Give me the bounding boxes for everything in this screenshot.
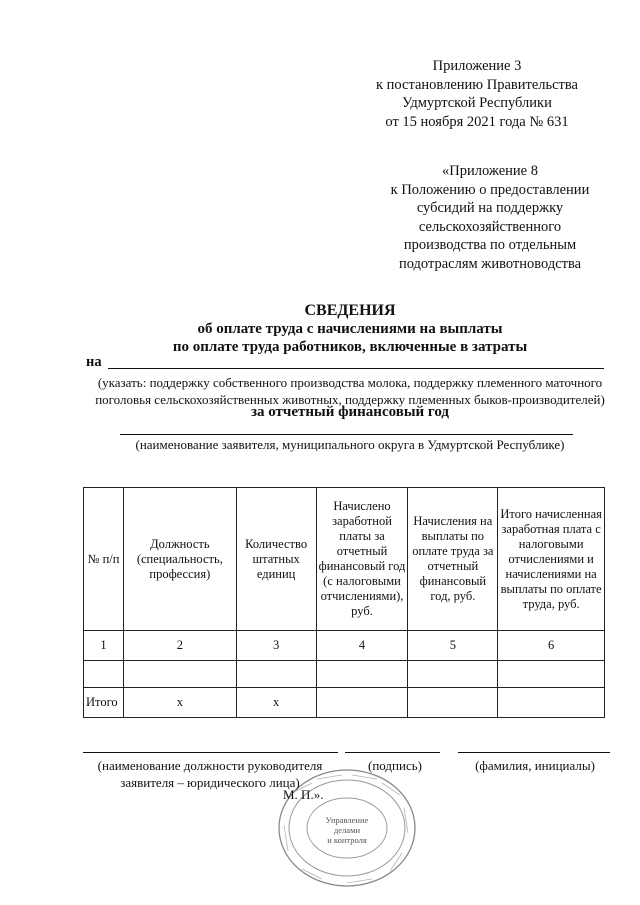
title-line: об оплате труда с начислениями на выплаты	[197, 321, 503, 337]
appendix-line: к постановлению Правительства	[376, 76, 578, 93]
signature-name-line	[458, 752, 610, 753]
note-line: поголовья сельскохозяйственных животных, поддержку племенных быков-производителей)	[95, 392, 605, 407]
total-cell: х	[123, 688, 236, 718]
fill-in-line-support-type	[108, 368, 604, 369]
column-number: 1	[84, 631, 124, 661]
appendix-ref-line: субсидий на поддержку	[416, 200, 564, 216]
table-row	[84, 661, 605, 688]
na-label: на	[86, 354, 102, 370]
table-cell	[236, 661, 316, 688]
header-staff-units: Количество штатных единиц	[236, 488, 316, 631]
header-total-salary: Итого начисленная заработная плата с налоговыми отчислениями и начислениями на выплаты по оплате труда, руб.	[498, 488, 605, 631]
column-number: 2	[123, 631, 236, 661]
stamp-text: и контроля	[327, 835, 367, 845]
signature-name-caption: (фамилия, инициалы)	[475, 758, 595, 773]
title-line: по оплате труда работников, включенные в затраты	[172, 339, 528, 355]
document-title	[60, 302, 640, 356]
period-title: за отчетный финансовый год	[250, 404, 450, 420]
signature-position-line	[83, 752, 338, 753]
appendix-line: Приложение 3	[432, 58, 522, 74]
signature-position-caption	[60, 757, 360, 791]
appendix-line: от 15 ноября 2021 года № 631	[385, 113, 569, 130]
stamp-text: делами	[333, 825, 361, 835]
total-label: Итого	[84, 688, 124, 718]
column-number: 4	[316, 631, 408, 661]
appendix-header	[352, 57, 602, 131]
caption-line: (наименование должности руководителя	[97, 758, 323, 773]
stamp-text: Управление	[325, 815, 369, 825]
signature-sign-line	[345, 752, 440, 753]
appendix-reference	[370, 162, 610, 273]
applicant-note: (наименование заявителя, муниципального округа в Удмуртской Республике)	[135, 437, 565, 452]
total-cell	[498, 688, 605, 718]
title-heading: СВЕДЕНИЯ	[304, 302, 396, 319]
appendix-ref-line: производства по отдельным	[403, 237, 577, 253]
appendix-ref-line: к Положению о предоставлении	[390, 181, 590, 198]
table-cell	[84, 661, 124, 688]
table-cell	[316, 661, 408, 688]
column-number: 3	[236, 631, 316, 661]
signature-sign-caption: (подпись)	[368, 758, 422, 773]
table-header-row	[84, 488, 605, 631]
column-number: 5	[408, 631, 498, 661]
support-type-note	[60, 374, 640, 408]
header-position: Должность (специальность, профессия)	[123, 488, 236, 631]
appendix-line: Удмуртской Республики	[402, 95, 552, 111]
note-line: (указать: поддержку собственного производства молока, поддержку племенного маточного	[97, 375, 603, 390]
appendix-ref-line: сельскохозяйственного	[418, 218, 562, 235]
seal-place-label: М. П.».	[283, 787, 324, 802]
table-cell	[123, 661, 236, 688]
header-payroll-charges: Начисления на выплаты по оплате труда за отчетный финансовый год, руб.	[408, 488, 498, 631]
total-cell	[316, 688, 408, 718]
fill-in-line-applicant	[120, 434, 573, 435]
total-cell: х	[236, 688, 316, 718]
caption-line: заявителя – юридического лица)	[120, 775, 300, 790]
appendix-ref-line: подотраслям животноводства	[398, 255, 582, 272]
salary-table	[83, 487, 605, 718]
table-cell	[408, 661, 498, 688]
appendix-ref-line: «Приложение 8	[442, 163, 538, 179]
header-number: № п/п	[84, 488, 124, 631]
table-cell	[498, 661, 605, 688]
table-column-numbers-row	[84, 631, 605, 661]
table-total-row	[84, 688, 605, 718]
header-accrued-salary: Начислено заработной платы за отчетный финансовый год (с налоговыми отчислениями), руб.	[316, 488, 408, 631]
total-cell	[408, 688, 498, 718]
column-number: 6	[498, 631, 605, 661]
